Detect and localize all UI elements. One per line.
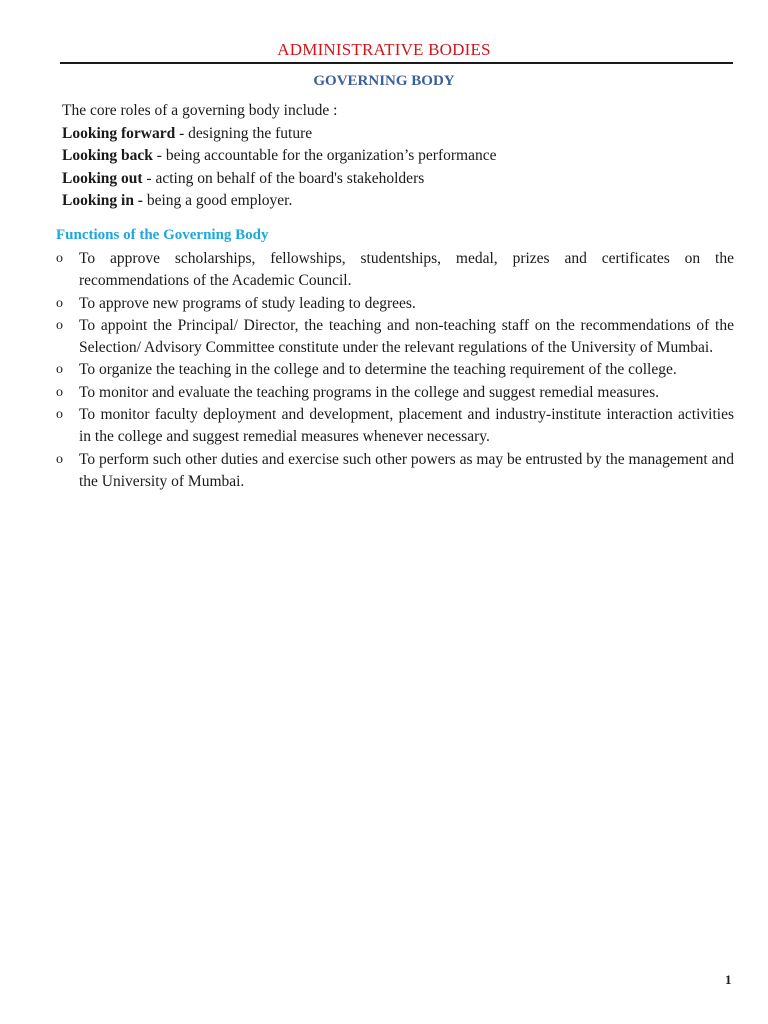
functions-list	[54, 248, 734, 493]
list-item	[54, 404, 734, 449]
page-number: 1	[725, 972, 732, 987]
list-item-text: To appoint the Principal/ Director, the teaching and non-teaching staff on the recommendations of the Selection/ Advisory Committee constitute under the relevant regulations of the University of Mumbai.	[79, 316, 734, 357]
bullet-icon: o	[56, 251, 63, 266]
list-item-text: To monitor faculty deployment and development, placement and industry-institute interaction activities in the college and suggest remedial measures whenever necessary.	[79, 406, 734, 446]
intro-text: The core roles of a governing body include :	[62, 102, 338, 119]
section-title: GOVERNING BODY	[313, 73, 455, 89]
bullet-icon: o	[56, 451, 63, 467]
role-line	[62, 190, 734, 213]
role-line	[62, 123, 734, 146]
functions-heading: Functions of the Governing Body	[56, 227, 269, 243]
bullet-icon: o	[56, 317, 63, 333]
list-item-text: To approve new programs of study leading to degrees.	[79, 294, 416, 312]
list-item-text: To perform such other duties and exercise such other powers as may be entrusted by the management and the University of Mumbai.	[79, 450, 734, 490]
page-title: ADMINISTRATIVE BODIES	[277, 40, 491, 59]
title-rule	[60, 62, 733, 64]
role-line	[62, 168, 734, 191]
list-item-text: To monitor and evaluate the teaching programs in the college and suggest remedial measures.	[79, 383, 659, 401]
list-item-text: To approve scholarships, fellowships, studentships, medal, prizes and certificates on the recommendations of the Academic Council.	[79, 250, 734, 290]
list-item	[54, 248, 734, 293]
role-description: being a good employer.	[146, 192, 293, 209]
role-term: Looking back	[62, 147, 153, 164]
list-item-text: To organize the teaching in the college and to determine the teaching requirement of the college.	[79, 361, 677, 379]
list-item	[54, 382, 734, 404]
role-description: designing the future	[188, 124, 313, 142]
role-separator: -	[175, 124, 189, 142]
role-line	[62, 145, 734, 168]
bullet-icon: o	[56, 295, 63, 311]
intro-block	[62, 100, 734, 213]
role-term: Looking out	[62, 169, 143, 187]
bullet-icon: o	[56, 407, 63, 423]
role-term: Looking in -	[62, 192, 143, 209]
role-separator: -	[152, 147, 166, 164]
bullet-icon: o	[56, 384, 63, 400]
role-description: being accountable for the organization’s performance	[165, 147, 497, 164]
role-separator: -	[142, 169, 156, 187]
list-item	[54, 449, 734, 494]
list-item	[54, 359, 734, 381]
list-item	[54, 293, 734, 315]
bullet-icon: o	[56, 362, 63, 378]
list-item	[54, 315, 734, 360]
role-description: acting on behalf of the board's stakeholders	[155, 169, 425, 187]
role-term: Looking forward	[62, 124, 176, 142]
